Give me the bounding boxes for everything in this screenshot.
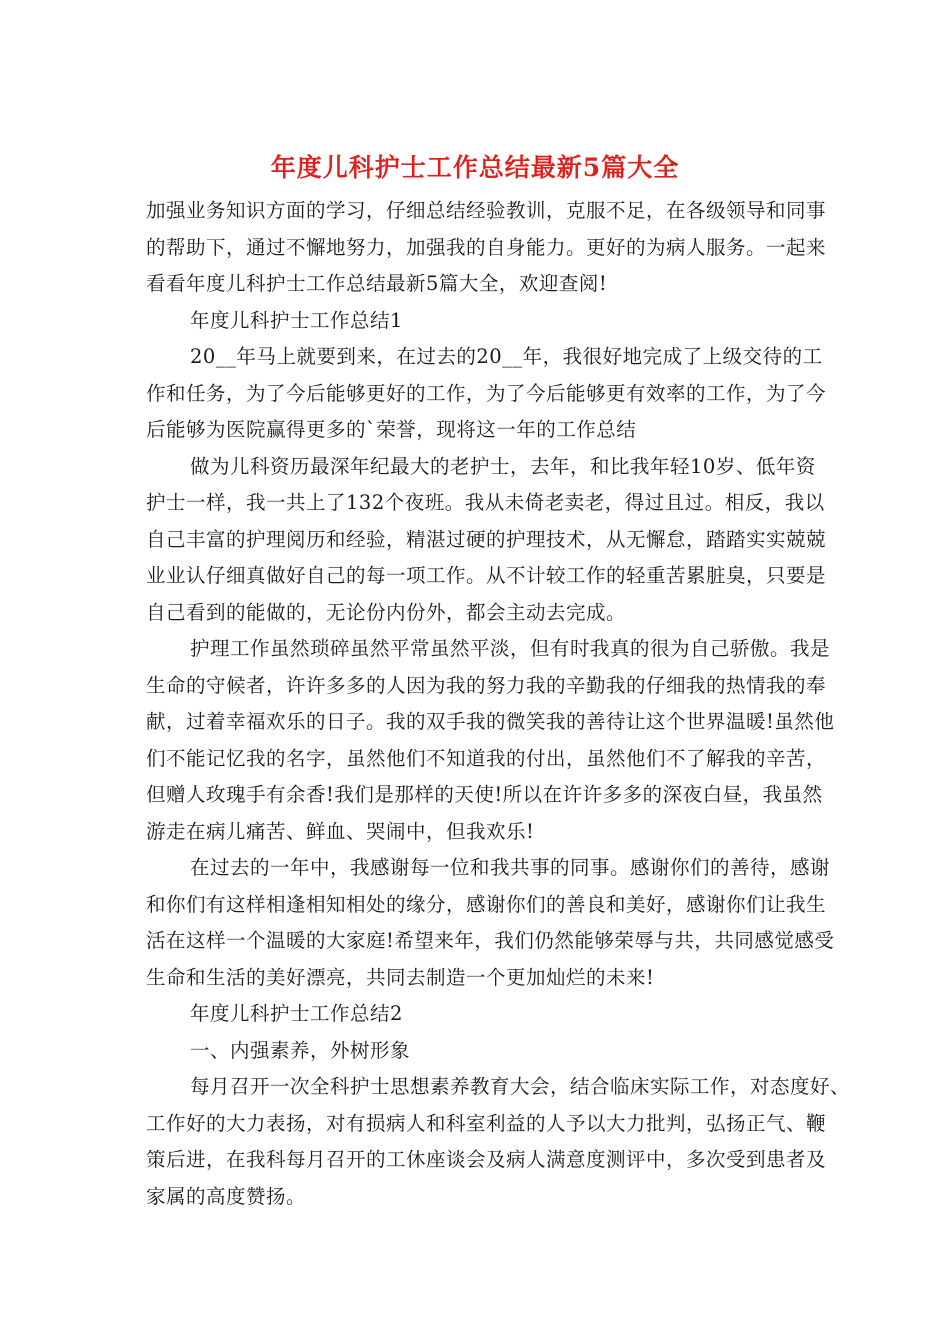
body-line: 策后进，在我科每月召开的工休座谈会及病人满意度测评中，多次受到患者及 [146, 1148, 827, 1171]
body-line: 自己看到的能做的，无论份内份外，都会主动去完成。 [146, 601, 627, 624]
subsection-heading: 一、内强素养，外树形象 [190, 1039, 411, 1062]
body-line: 看看年度儿科护士工作总结最新5篇大全，欢迎查阅! [146, 272, 608, 295]
body-line: 20__年马上就要到来，在过去的20__年，我很好地完成了上级交待的工 [190, 345, 823, 368]
body-line: 们不能记忆我的名字，虽然他们不知道我的付出，虽然他们不了解我的辛苦， [146, 747, 827, 770]
body-line: 生命的守候者，许许多多的人因为我的努力我的辛勤我的仔细我的热情我的奉 [146, 674, 827, 697]
body-line: 业业认仔细真做好自己的每一项工作。从不计较工作的轻重苦累脏臭，只要是 [146, 564, 827, 587]
body-line: 加强业务知识方面的学习，仔细总结经验教训，克服不足，在各级领导和同事 [146, 199, 827, 222]
body-line: 生命和生活的美好漂亮，共同去制造一个更加灿烂的未来! [146, 966, 655, 989]
body-line: 每月召开一次全科护士思想素养教育大会，结合临床实际工作，对态度好、 [190, 1075, 851, 1098]
body-line: 护理工作虽然琐碎虽然平常虽然平淡，但有时我真的很为自己骄傲。我是 [190, 637, 831, 660]
body-line: 献，过着幸福欢乐的日子。我的双手我的微笑我的善待让这个世界温暖!虽然他 [146, 710, 835, 733]
body-line: 做为儿科资历最深年纪最大的老护士，去年，和比我年轻10岁、低年资 [190, 455, 816, 478]
body-line: 活在这样一个温暖的大家庭!希望来年，我们仍然能够荣辱与共，共同感觉感受 [146, 929, 835, 952]
body-line: 在过去的一年中，我感谢每一位和我共事的同事。感谢你们的善待，感谢 [190, 856, 831, 879]
body-line: 和你们有这样相逢相知相处的缘分，感谢你们的善良和美好，感谢你们让我生 [146, 893, 827, 916]
body-line: 护士一样，我一共上了132个夜班。我从未倚老卖老，得过且过。相反，我以 [146, 491, 825, 514]
body-line: 家属的高度赞扬。 [146, 1185, 307, 1208]
section-heading: 年度儿科护士工作总结2 [190, 1002, 403, 1025]
body-line: 后能够为医院赢得更多的`荣誉，现将这一年的工作总结 [146, 418, 637, 441]
body-line: 游走在病儿痛苦、鲜血、哭闹中，但我欢乐! [146, 820, 535, 843]
body-line: 作和任务，为了今后能够更好的工作，为了今后能够更有效率的工作，为了今 [146, 382, 827, 405]
section-heading: 年度儿科护士工作总结1 [190, 309, 403, 332]
body-line: 自己丰富的护理阅历和经验，精湛过硬的护理技术，从无懈怠，踏踏实实兢兢 [146, 528, 827, 551]
body-line: 工作好的大力表扬，对有损病人和科室利益的人予以大力批判，弘扬正气、鞭 [146, 1112, 827, 1135]
body-line: 但赠人玫瑰手有余香!我们是那样的天使!所以在许许多多的深夜白昼，我虽然 [146, 783, 823, 806]
document-title: 年度儿科护士工作总结最新5篇大全 [270, 153, 680, 182]
body-line: 的帮助下，通过不懈地努力，加强我的自身能力。更好的为病人服务。一起来 [146, 236, 827, 259]
